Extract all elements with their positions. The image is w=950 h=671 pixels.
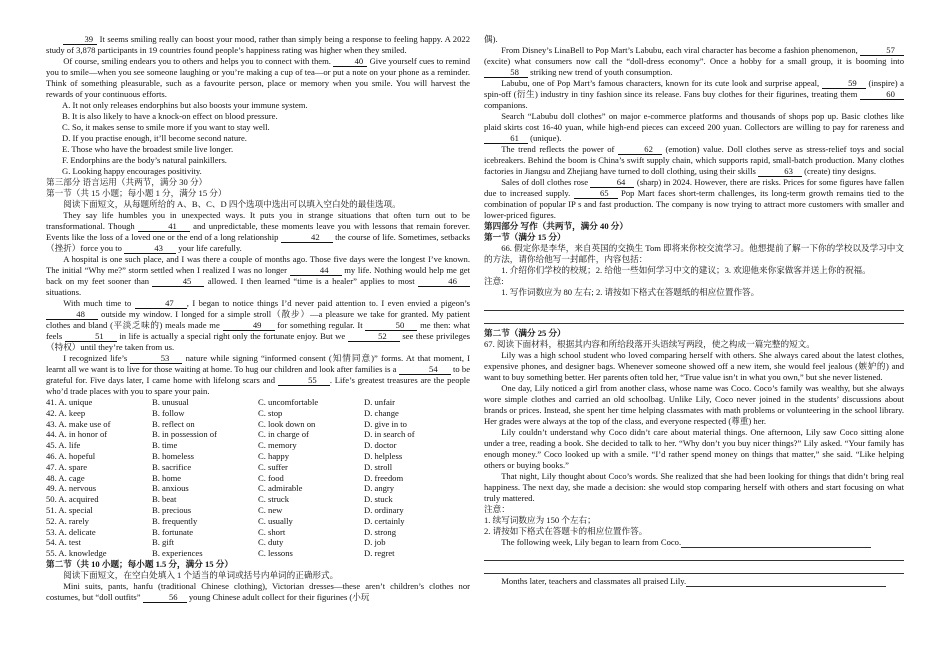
blank-63[interactable]: 63 — [758, 167, 802, 177]
blank-42[interactable]: 42 — [281, 233, 333, 243]
choice-option[interactable]: C. short — [258, 526, 286, 537]
choice-option[interactable]: B. frequently — [152, 515, 198, 526]
choice-option[interactable]: D. doctor — [364, 440, 397, 451]
part4-heading: 第四部分 写作（共两节，满分 40 分） — [484, 221, 628, 231]
choice-row — [46, 462, 470, 473]
blank-51[interactable]: 51 — [65, 332, 117, 342]
choice-option[interactable]: D. angry — [364, 483, 395, 494]
choice-option[interactable]: D. ordinary — [364, 504, 404, 515]
blank-45[interactable]: 45 — [152, 277, 204, 287]
answer-line[interactable] — [484, 548, 904, 561]
choice-option[interactable]: D. helpless — [364, 450, 403, 461]
blank-43[interactable]: 43 — [124, 244, 176, 254]
choice-option[interactable]: C. duty — [258, 537, 284, 548]
choice-option[interactable]: 43. A. make use of — [46, 418, 111, 429]
answer-line[interactable] — [681, 538, 871, 548]
choice-option[interactable]: B. gift — [152, 537, 174, 548]
choice-option[interactable]: B. experiences — [152, 548, 203, 559]
section1-instructions: 阅读下面短文，从每题所给的 A、B、C、D 四个选项中选出可以填入空白处的最佳选项。 — [63, 199, 401, 209]
choice-option[interactable]: D. change — [364, 407, 399, 418]
choice-option[interactable]: C. happy — [258, 450, 290, 461]
blank-53[interactable]: 53 — [130, 354, 182, 364]
section2-heading: 第二节（共 10 小题；每小题 1.5 分，满分 15 分） — [46, 558, 233, 569]
choice-row — [46, 505, 470, 516]
choice-row — [46, 494, 470, 505]
choice-option[interactable]: 47. A. spare — [46, 461, 88, 472]
writing-section2-heading: 第二节（满分 25 分） — [484, 328, 566, 338]
section2-instructions: 阅读下面短文，在空白处填入 1 个适当的单词或括号内单词的正确形式。 — [63, 569, 339, 580]
blank-44[interactable]: 44 — [290, 266, 342, 276]
choice-option[interactable]: B. time — [152, 440, 178, 451]
question-66-note: 1. 写作词数应为 80 左右; 2. 请按如下格式在答题纸的相应位置作答。 — [501, 287, 760, 297]
choice-option[interactable]: B. fortunate — [152, 526, 194, 537]
choice-option[interactable]: 44. A. in honor of — [46, 429, 108, 440]
choice-row — [46, 548, 470, 559]
option-e: E. Those who have the broadest smile live longer. — [62, 144, 234, 154]
question-67: 67. 阅读下面材料，根据其内容和所给段落开头语续写两段，使之构成一篇完整的短文。 — [484, 339, 815, 349]
note-label: 注意: — [484, 276, 504, 286]
option-d: D. If you practise enough, it’ll become second nature. — [62, 133, 247, 143]
choice-option[interactable]: D. job — [364, 537, 386, 548]
choice-row — [46, 451, 470, 462]
blank-64[interactable]: 64 — [590, 178, 634, 188]
choice-option[interactable]: B. precious — [152, 504, 192, 515]
blank-55[interactable]: 55 — [278, 376, 330, 386]
question-67-note-1: 1. 续写词数应为 150 个左右； — [484, 515, 596, 525]
question-66: 66. 假定你是李华，来自英国的交换生 Tom 即将来你校交流学习。他想提前了解一下你的学校以及学习中文的方法，请你给他写一封邮件，内容包括： — [484, 243, 904, 264]
continuation-start-1: The following week, Lily began to learn from Coco. — [484, 537, 904, 548]
choice-option[interactable]: 46. A. hopeful — [46, 450, 96, 461]
grammar-fill-paragraph-5: The trend reflects the power of 62 (emotion) value. Doll clothes serve as stress-relief toys and social icebreakers. Behind the boom is China’s swift supply chain, which supports rapid, small-batch production. Many clothes factories in Jiangsu and Zhejiang have turned to doll clothing, using their skills 63 (create) tiny designs. — [484, 144, 904, 176]
choice-option[interactable]: B. home — [152, 472, 182, 483]
left-column — [46, 34, 470, 603]
blank-62[interactable]: 62 — [618, 145, 662, 155]
seven-options-list — [46, 100, 470, 177]
grammar-fill-paragraph-2: From Disney’s LinaBell to Pop Mart’s Labubu, each viral character has become a fashion phenomenon, 57 (excite) what consumers now call the “doll-dress economy”. Once a hobby for a small group, it is booming into 58 striking new trend of youth consumption. — [484, 45, 904, 77]
reading-paragraph-40: Of course, smiling endears you to others and helps you to connect with them. 40 Give yourself cues to remind you to smile—when you see someone laughing or you’re making a cup of tea—or put a note on your phone as a reminder. Think of something pleasurable, such as a favourite person, place or memory when you smile. You will harvest the rewards of your continuous efforts. — [46, 56, 470, 99]
option-g: G. Looking happy encourages positivity. — [62, 166, 202, 176]
choice-option[interactable]: B. unusual — [152, 397, 189, 407]
story-paragraph-1: Lily was a high school student who loved comparing herself with others. She always cared about the latest clothes, expensive phones, and designer bags. Whenever someone showed off a new item, she would feel jealous (嫉妒的) and want to buy something better. Her parents often told her, “True value isn’t in what you own,” but she never listened. — [484, 350, 904, 382]
option-c: C. So, it makes sense to smile more if you want to stay well. — [62, 122, 270, 132]
option-f: F. Endorphins are the body’s natural painkillers. — [62, 155, 227, 165]
blank-50[interactable]: 50 — [365, 321, 417, 331]
blank-47[interactable]: 47 — [135, 299, 187, 309]
blank-41[interactable]: 41 — [138, 222, 190, 232]
choice-option[interactable]: 54. A. test — [46, 537, 81, 548]
choice-option[interactable]: C. usually — [258, 515, 293, 526]
blank-46[interactable]: 46 — [418, 277, 470, 287]
choice-option[interactable]: D. regret — [364, 548, 395, 559]
choice-option[interactable]: B. homeless — [152, 450, 195, 461]
story-paragraph-3: Lily couldn’t understand why Coco didn’t care about material things. One afternoon, Lily saw Coco sitting alone under a tree, reading a book. She decided to talk to her. “Why don’t you buy nicer things?” Lily asked. “Your family has enough money.” Coco looked up with a smile. “I’d rather spend money on things that matter,” she said. “Like helping others or buying books.” — [484, 427, 904, 470]
cloze-paragraph-1: They say life humbles you in unexpected ways. It puts you in strange situations that often turn out to be transformational. Though 41 and unpredictable, these moments leave you with lessons that remain forever. Events like the loss of a loved one or the end of a long relationship 42 the course of life. Sometimes, setbacks（挫折）force you to 43 your life carefully. — [46, 210, 470, 253]
answer-line[interactable] — [484, 311, 904, 324]
blank-52[interactable]: 52 — [348, 332, 400, 342]
grammar-fill-continued: 偶). — [484, 34, 498, 44]
blank-59[interactable]: 59 — [822, 79, 866, 89]
choice-row — [46, 483, 470, 494]
option-b: B. It is also likely to have a knock-on effect on blood pressure. — [62, 111, 278, 121]
option-a: A. It not only releases endorphins but also boosts your immune system. — [62, 100, 308, 110]
choice-option[interactable]: D. certainly — [364, 515, 405, 526]
choice-option[interactable]: C. struck — [258, 494, 290, 505]
choice-option[interactable]: B. reflect on — [152, 418, 195, 429]
choice-option[interactable]: C. stop — [258, 407, 283, 418]
blank-61[interactable]: 61 — [484, 134, 528, 144]
right-column — [484, 34, 904, 587]
choice-option[interactable]: 51. A. special — [46, 504, 93, 515]
choice-option[interactable]: D. unfair — [364, 397, 396, 407]
story-paragraph-2: One day, Lily noticed a girl from another class, whose name was Coco. Coco’s family was wealthy, but she always wore simple clothes and carried an old schoolbag. Unlike Lily, Coco never joined in the students’ discussions about brands or prices. Instead, she spent her time helping classmates with math problems or volunteering in the school library. Her grades were always at the top of the class, and everyone respected (尊重) her. — [484, 383, 904, 426]
blank-58[interactable]: 58 — [484, 68, 528, 78]
choice-row — [46, 516, 470, 527]
section1-heading: 第一节（共 15 小题；每小题 1 分，满分 15 分） — [46, 188, 227, 198]
choice-option[interactable]: C. look down on — [258, 418, 316, 429]
answer-line[interactable] — [484, 298, 904, 311]
choice-row — [46, 408, 470, 419]
choice-option[interactable]: B. beat — [152, 494, 177, 505]
choice-option[interactable]: C. uncomfortable — [258, 397, 319, 407]
choice-option[interactable]: B. in possession of — [152, 429, 217, 440]
choice-row — [46, 537, 470, 548]
choices-table — [46, 397, 470, 559]
grammar-fill-paragraph-3: Labubu, one of Pop Mart’s famous characters, known for its cute look and surprise appeal, 59 (inspire) a spin-off (衍生) industry in tiny fashion since its release. Fans buy clothes for their figurines, treating them 60 companions. — [484, 78, 904, 110]
question-67-note-2: 2. 请按如下格式在答题卡的相应位置作答。 — [484, 526, 648, 536]
choice-option[interactable]: C. memory — [258, 440, 297, 451]
choice-row — [46, 429, 470, 440]
choice-option[interactable]: 41. A. unique — [46, 397, 93, 407]
choice-option[interactable]: 42. A. keep — [46, 407, 86, 418]
cloze-paragraph-4: I recognized life’s 53 nature while signing “informed consent (知情同意)” forms. At that moment, I learnt all we want is to live for those waiting at home. To hug our children and look after families is a 54 to be grateful for. Five days later, I came home with lifelong scars and 55 . Life’s greatest treasures are the people who’d trade places with you to spare your pain. — [46, 353, 471, 396]
grammar-fill-paragraph-4: Search “Labubu doll clothes” on major e-commerce platforms and thousands of shops pop up. Basic clothes like plaid skirts cost 16-40 yuan, while high-end pieces can exceed 200 yuan. Collectors are willing to pay for rareness and 61 (unique). — [484, 111, 904, 143]
blank-56[interactable]: 56 — [143, 593, 187, 603]
choice-option[interactable]: C. new — [258, 504, 283, 515]
blank-48[interactable]: 48 — [46, 310, 98, 320]
choice-option[interactable]: C. suffer — [258, 461, 288, 472]
choice-option[interactable]: 45. A. life — [46, 440, 81, 451]
blank-40[interactable]: 40 — [333, 57, 367, 67]
blank-54[interactable]: 54 — [399, 365, 451, 375]
choice-option[interactable]: 50. A. acquired — [46, 494, 99, 505]
choice-option[interactable]: 53. A. delicate — [46, 526, 96, 537]
choice-option[interactable]: 49. A. nervous — [46, 483, 97, 494]
story-paragraph-4: That night, Lily thought about Coco’s words. She realized that she had been looking for things that didn’t bring real happiness. The next day, she made a decision: she would stop comparing herself with others and start focusing on what truly mattered. — [484, 471, 904, 503]
choice-option[interactable]: C. admirable — [258, 483, 303, 494]
blank-65[interactable]: 65 — [574, 189, 618, 199]
continuation-start-2: Months later, teachers and classmates all praised Lily. — [484, 576, 904, 587]
choice-option[interactable]: D. strong — [364, 526, 396, 537]
reading-paragraph-39: 39 It seems smiling really can boost your mood, rather than simply being a response to feeling happy. A 2022 study of 3,878 participants in 19 countries found people’s happiness rating was higher when they smiled. — [46, 34, 470, 55]
blank-39[interactable]: 39 — [63, 35, 97, 45]
choice-row — [46, 419, 470, 430]
cloze-paragraph-3: With much time to 47 , I began to notice things I’d never paid attention to. I even envied a pigeon’s 48 outside my window. I longed for a simple stroll（散步）—a pleasure we take for granted. My patient clothes and bland (平淡乏味的) meals made me 49 for something regular. It 50 me then: what feels 51 in life is actually a special right only the fortunate enjoy. But we 52 see these privileges（特权）until they’re taken from us. — [46, 298, 471, 352]
part3-heading: 第三部分 语言运用（共两节，满分 30 分） — [46, 177, 208, 187]
choice-option[interactable]: C. lessons — [258, 548, 293, 559]
writing-section1-heading: 第一节（满分 15 分） — [484, 232, 566, 242]
choice-option[interactable]: D. stuck — [364, 494, 393, 505]
choice-option[interactable]: C. food — [258, 472, 284, 483]
choice-row — [46, 440, 470, 451]
question-67-note-label: 注意： — [484, 504, 510, 514]
answer-line[interactable] — [484, 561, 904, 574]
choice-option[interactable]: B. sacrifice — [152, 461, 192, 472]
choice-option[interactable]: C. in charge of — [258, 429, 309, 440]
choice-option[interactable]: D. stroll — [364, 461, 393, 472]
grammar-fill-paragraph-1: Mini suits, pants, hanfu (traditional Chinese clothing), Victorian dresses—these aren’t children’s clothes nor costumes, but “doll outfits” 56 young Chinese adult collect for their figurines (小玩 — [46, 580, 470, 602]
choice-option[interactable]: D. in search of — [364, 429, 415, 440]
cloze-paragraph-2: A hospital is one such place, and I was there a couple of months ago. Those five days were the longest I’ve known. The initial “Why me?” storm settled when I realized I was no longer 44 my life. Nothing would help me get back on my feet sooner than 45 allowed. I then learned “time is a healer” applies to most 46 situations. — [46, 254, 470, 297]
choice-option[interactable]: B. anxious — [152, 483, 189, 494]
blank-57[interactable]: 57 — [860, 46, 904, 56]
choice-row — [46, 397, 470, 408]
blank-60[interactable]: 60 — [860, 90, 904, 100]
question-66-points: 1. 介绍你们学校的校规；2. 给他一些如何学习中文的建议；3. 欢迎他来你家做客并送上你的祝福。 — [501, 265, 871, 275]
choice-row — [46, 527, 470, 538]
choice-option[interactable]: D. freedom — [364, 472, 404, 483]
answer-line[interactable] — [686, 577, 886, 587]
choice-option[interactable]: 55. A. knowledge — [46, 548, 107, 559]
blank-49[interactable]: 49 — [223, 321, 275, 331]
choice-row — [46, 473, 470, 484]
choice-option[interactable]: 48. A. cage — [46, 472, 85, 483]
choice-option[interactable]: 52. A. rarely — [46, 515, 89, 526]
choice-option[interactable]: D. give in to — [364, 418, 407, 429]
choice-option[interactable]: B. follow — [152, 407, 185, 418]
grammar-fill-paragraph-6: Sales of doll clothes rose 64 (sharp) in 2024. However, there are risks. Prices for some figures have fallen due to increased supply. 65 Pop Mart faces short-term challenges, its long-term growth remains tied to the combination of popular IP s and fast production. The company is now trying to attract more customers with smaller and lower-priced figures. — [484, 177, 904, 220]
